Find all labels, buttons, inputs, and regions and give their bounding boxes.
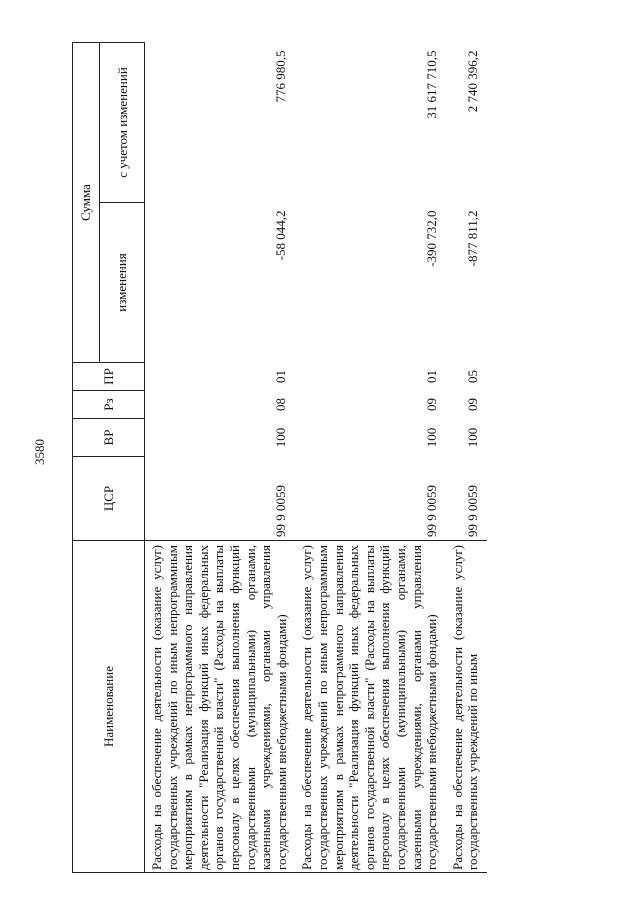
row-name: Расходы на обеспечение деятельности (оказание услуг) государственных учреждений по иным xyxy=(446,541,487,873)
table-row xyxy=(446,43,487,873)
row-pr: 01 xyxy=(423,370,439,383)
row-pr: 05 xyxy=(464,370,480,383)
row-rz: 08 xyxy=(145,391,296,419)
header-pr: ПР xyxy=(73,363,145,391)
row-csr: 99 9 0059 xyxy=(145,457,296,541)
table-row xyxy=(145,43,296,873)
row-rz: 09 xyxy=(464,398,480,411)
header-with-changes: с учетом изменений xyxy=(100,43,145,203)
row-changes: -877 811,2 xyxy=(464,210,480,267)
row-name: Расходы на обеспечение деятельности (оказание услуг) государственных учреждений по иным непрограммным мероприятиям в рамках непрограммного направления деятельности "Реализация функций иных федеральных органов государственной власти" (Расходы на выплаты персоналу в целях обеспечения выполнения функций государственными (муниципальными) органами, казенными учреждениями, органами управления государственными внебюджетными фондами) xyxy=(295,541,445,873)
row-changes: -390 732,0 xyxy=(423,210,439,267)
row-with-changes: 776 980,5 xyxy=(145,43,296,203)
page-number: 3580 xyxy=(32,439,47,465)
header-changes: изменения xyxy=(100,203,145,363)
row-with-changes: 2 740 396,2 xyxy=(464,50,480,113)
row-rz: 09 xyxy=(423,398,439,411)
header-rz: Рз xyxy=(73,391,145,419)
row-name: Расходы на обеспечение деятельности (оказание услуг) государственных учреждений по иным непрограммным мероприятиям в рамках непрограммного направления деятельности "Реализация функций иных федеральных органов государственной власти" (Расходы на выплаты персоналу в целях обеспечения выполнения функций государственными (муниципальными) органами, казенными учреждениями, органами управления государственными внебюджетными фондами) xyxy=(145,541,296,873)
row-csr: 99 9 0059 xyxy=(423,485,439,537)
table-row xyxy=(295,43,445,873)
rotated-page xyxy=(72,43,597,873)
row-vr: 100 xyxy=(423,427,439,448)
row-with-changes: 31 617 710,5 xyxy=(423,50,439,119)
budget-table xyxy=(72,42,487,873)
row-vr: 100 xyxy=(145,419,296,457)
header-name: Наименование xyxy=(73,541,145,873)
header-csr: ЦСР xyxy=(73,457,145,541)
row-pr: 01 xyxy=(145,363,296,391)
row-csr: 99 9 0059 xyxy=(464,485,480,537)
table-header xyxy=(73,43,145,873)
header-sum: Сумма xyxy=(73,43,100,363)
table-body xyxy=(145,43,487,873)
row-changes: -58 044,2 xyxy=(145,203,296,363)
header-vr: ВР xyxy=(73,419,145,457)
row-vr: 100 xyxy=(464,427,480,448)
